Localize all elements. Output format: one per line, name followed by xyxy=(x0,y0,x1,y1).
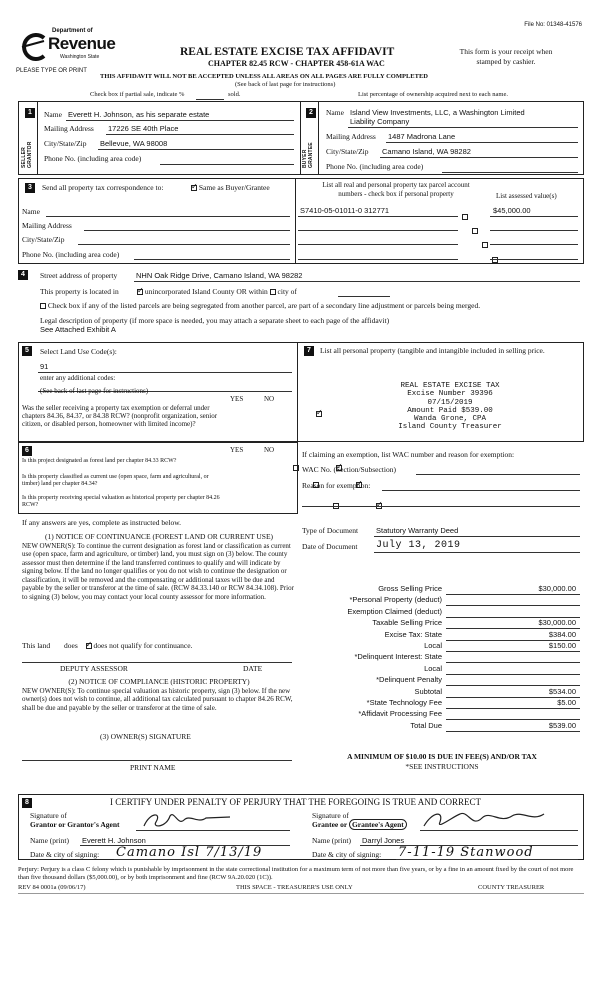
compliance-title: (2) NOTICE OF COMPLIANCE (HISTORIC PROPERTY) xyxy=(68,677,250,686)
land-use-line xyxy=(38,372,292,373)
finance-row xyxy=(300,687,580,698)
section-3-number: 3 xyxy=(25,183,35,193)
finance-value[interactable]: $30,000.00 xyxy=(538,618,576,628)
personal-property-checkbox-1[interactable] xyxy=(462,214,468,220)
s3-mail-label: Mailing Address xyxy=(22,221,72,230)
street-line xyxy=(134,281,580,282)
personal-property-checkbox-3[interactable] xyxy=(482,242,488,248)
buyer-name-line1[interactable]: Island View Investments, LLC, a Washington Limited xyxy=(350,108,525,117)
land-use-code[interactable]: 91 xyxy=(40,362,49,371)
grantor-date-label: Date & city of signing: xyxy=(30,850,100,859)
legal-description[interactable]: See Attached Exhibit A xyxy=(40,325,116,334)
reason-field-2[interactable] xyxy=(302,506,580,507)
personal-property-label: List all personal property (tangible and intangible included in selling price. xyxy=(320,346,545,355)
finance-label: Total Due xyxy=(410,720,442,730)
finance-line xyxy=(446,731,580,732)
stamp-line-6: Island County Treasurer xyxy=(398,423,502,432)
finance-label: Local xyxy=(424,640,442,650)
parties-divider xyxy=(300,101,301,175)
current-use-question: Is this property classified as current use (open space, farm and agricultural, or timber) land per chapter 84.34? xyxy=(22,474,209,487)
doc-type-label: Type of Document xyxy=(302,526,359,535)
sold-label: sold. xyxy=(228,91,241,98)
partial-sale-label: Check box if partial sale, indicate % xyxy=(90,91,185,98)
finance-label: *Affidavit Processing Fee xyxy=(358,709,442,719)
buyer-mailing-address[interactable]: 1487 Madrona Lane xyxy=(388,132,456,141)
finance-row xyxy=(300,618,580,629)
finance-row xyxy=(300,664,580,675)
city-of-label: city of xyxy=(277,287,297,296)
parcel-header-2: numbers - check box if personal property xyxy=(338,190,454,198)
stamp-line-1: REAL ESTATE EXCISE TAX xyxy=(400,382,500,390)
grantee-agent-label xyxy=(312,820,407,829)
finance-row xyxy=(300,584,580,595)
s1-mail-line xyxy=(106,134,294,135)
buyer-phone-field[interactable] xyxy=(442,172,578,173)
deputy-assessor-signature[interactable] xyxy=(22,662,292,663)
print-note: PLEASE TYPE OR PRINT xyxy=(16,68,87,74)
print-name-label: PRINT NAME xyxy=(130,763,176,772)
finance-table xyxy=(300,584,580,732)
deputy-date-label: DATE xyxy=(243,664,263,673)
section-8-number: 8 xyxy=(22,798,32,808)
additional-codes-label: enter any additional codes: xyxy=(40,374,116,382)
receipt-note: This form is your receipt when stamped by cashier. xyxy=(459,47,553,66)
agency-state: Washington State xyxy=(60,54,100,60)
finance-row xyxy=(300,709,580,720)
send-correspondence-label: Send all property tax correspondence to: xyxy=(42,183,164,192)
assessed-line-2 xyxy=(490,230,578,231)
finance-value[interactable]: $384.00 xyxy=(548,629,576,639)
reason-field[interactable] xyxy=(382,490,580,491)
exemption-question: Was the seller receiving a property tax exemption or deferral under chapters 84.36, 84.37, or 84.38 RCW? (nonprofit organization, senior citizen, or disabled person, homeowner with limited income)? xyxy=(22,404,218,428)
parcel-header-1: List all real and personal property tax parcel account xyxy=(322,181,470,189)
finance-row xyxy=(300,652,580,663)
grantor-date-line xyxy=(114,859,290,860)
treasurer-use-only: THIS SPACE - TREASURER'S USE ONLY xyxy=(236,884,353,891)
s2-side-divider xyxy=(318,101,319,175)
grantor-agent-label: Grantor or Grantor's Agent xyxy=(30,820,120,829)
s1-name-label: Name xyxy=(44,110,62,119)
s5-see-back: (See back of last page for instructions) xyxy=(40,387,149,395)
historic-question: Is this property receiving special valuation as historical property per chapter 84.26 RCW? xyxy=(22,495,220,508)
tax-city-field[interactable] xyxy=(78,244,290,245)
finance-row xyxy=(300,641,580,652)
partial-percent-field[interactable] xyxy=(196,99,224,100)
grantee-date-city[interactable]: 7-11-19 Stanwood xyxy=(398,845,534,860)
tax-phone-field[interactable] xyxy=(134,259,290,260)
s2-city-line xyxy=(380,157,578,158)
wac-field[interactable] xyxy=(416,474,580,475)
compliance-notice xyxy=(22,678,296,712)
agency-name: Revenue xyxy=(48,34,116,53)
finance-label: Excise Tax: State xyxy=(384,629,442,639)
city-of-checkbox[interactable] xyxy=(270,289,276,295)
see-back-header: (See back of last page for instructions) xyxy=(235,81,336,88)
segregated-checkbox[interactable] xyxy=(40,303,46,309)
s5-no-header: NO xyxy=(264,395,275,403)
stamp-line-3: 07/15/2019 xyxy=(427,398,473,407)
section-4-number: 4 xyxy=(18,270,28,280)
assessed-line-4 xyxy=(490,259,578,260)
form-title: REAL ESTATE EXCISE TAX AFFIDAVIT xyxy=(180,46,395,58)
county-treasurer-label: COUNTY TREASURER xyxy=(478,884,545,891)
finance-value[interactable]: $539.00 xyxy=(548,720,576,730)
finance-label: *Personal Property (deduct) xyxy=(349,595,442,605)
finance-value[interactable]: $30,000.00 xyxy=(538,584,576,593)
wac-label: WAC No. (Section/Subsection) xyxy=(302,465,396,474)
finance-label: Gross Selling Price xyxy=(378,584,442,593)
parcel-line-1 xyxy=(298,216,458,217)
this-land-label: This land xyxy=(22,641,51,650)
claim-exemption-label: If claiming an exemption, list WAC number and reason for exemption: xyxy=(302,450,515,459)
unincorporated-option[interactable] xyxy=(137,287,297,296)
file-number: File No: 01348-41576 xyxy=(524,22,582,28)
chapter-line: CHAPTER 82.45 RCW - CHAPTER 458-61A WAC xyxy=(208,59,385,68)
doc-date-label: Date of Document xyxy=(302,542,358,551)
treasurer-stamp xyxy=(360,382,540,432)
stamp-line-2: Excise Number 39396 xyxy=(407,390,493,399)
s1-mail-label: Mailing Address xyxy=(44,124,94,133)
unincorporated-label: unincorporated Island County OR within xyxy=(144,287,268,296)
s2-city-label: City/State/Zip xyxy=(326,147,369,156)
street-address-label: Street address of property xyxy=(40,271,118,280)
tax-mail-field[interactable] xyxy=(84,230,290,231)
does-not-checkbox[interactable] xyxy=(86,643,92,649)
grantees-agent-circled: Grantee's Agent xyxy=(349,819,407,830)
does-not-label: does not xyxy=(93,641,119,650)
grantee-date-line xyxy=(396,859,578,860)
finance-row xyxy=(300,595,580,606)
see-instructions: *SEE INSTRUCTIONS xyxy=(405,762,479,771)
seller-name[interactable]: Everett H. Johnson, as his separate estate xyxy=(68,110,210,119)
finance-row xyxy=(300,607,580,618)
grantee-label: Grantee or xyxy=(312,820,348,829)
section-5-number: 5 xyxy=(22,346,32,356)
finance-label: Exemption Claimed (deduct) xyxy=(347,606,442,616)
continuance-notice xyxy=(22,533,296,601)
seller-grantor-label: SELLER GRANTOR xyxy=(21,141,33,168)
finance-row xyxy=(300,721,580,732)
finance-row xyxy=(300,630,580,641)
perjury-statement: Perjury: Perjury is a class C felony which is punishable by imprisonment in the state correctional institution for a maximum term of not more than five years, or by a fine in an amount fixed by the court of not more than five thousand dollars ($5,000.00), or by both imprisonment and fine (RCW 9A.20.020 (1C)). xyxy=(18,866,574,881)
finance-row xyxy=(300,698,580,709)
finance-row xyxy=(300,675,580,686)
reason-label: Reason for exemption: xyxy=(302,481,371,490)
land-use-label: Select Land Use Code(s): xyxy=(40,347,117,356)
owner-signature-label: (3) OWNER(S) SIGNATURE xyxy=(100,732,191,741)
s2-mail-line xyxy=(386,142,578,143)
buyer-city-state-zip[interactable]: Camano Island, WA 98282 xyxy=(382,147,471,156)
s3-divider xyxy=(295,178,296,264)
document-date[interactable]: July 13, 2019 xyxy=(376,540,461,551)
doc-type-line xyxy=(374,536,580,537)
section-7-number: 7 xyxy=(304,346,314,356)
s1-phone-label: Phone No. (including area code) xyxy=(44,154,142,163)
legal-description-label: Legal description of property (if more space is needed, you may attach a separate sheet to each page of the affidavit) xyxy=(40,316,390,325)
compliance-body: NEW OWNER(S): To continue special valuation as historic property, sign (3) below. If the new owner(s) does not wish to continue, all additional tax calculated pursuant to chapter 84.26 RCW, shall be due and payable by the seller or transferor at the time of sale. xyxy=(22,686,293,712)
s2-mail-label: Mailing Address xyxy=(326,132,376,141)
finance-label: Subtotal xyxy=(414,686,442,696)
finance-label: Local xyxy=(424,663,442,673)
section-2-number: 2 xyxy=(306,108,316,118)
ownership-note: List percentage of ownership acquired next to each name. xyxy=(358,91,508,98)
segregated-label xyxy=(40,301,580,310)
assessed-header: List assessed value(s) xyxy=(496,192,557,200)
s5-yes-header: YES xyxy=(230,395,244,403)
unincorporated-checkbox[interactable] xyxy=(137,289,143,295)
s1-city-line xyxy=(98,149,294,150)
grantee-sig-of: Signature of xyxy=(312,811,349,820)
s6-no-header: NO xyxy=(264,446,275,454)
located-label: This property is located in xyxy=(40,287,119,296)
grantor-sig-of: Signature of xyxy=(30,811,67,820)
tax-name-field[interactable] xyxy=(46,216,290,217)
continuance-title: (1) NOTICE OF CONTINUANCE (FOREST LAND OR CURRENT USE) xyxy=(44,532,274,541)
deputy-assessor-label: DEPUTY ASSESSOR xyxy=(60,664,128,673)
dor-logo xyxy=(18,26,116,68)
stamp-line-4: Amount Paid $539.00 xyxy=(407,406,493,415)
grantor-signature-scribble[interactable] xyxy=(140,808,290,832)
parcel-line-2 xyxy=(298,230,458,231)
parcel-number[interactable]: S7410-05-01011-0 312771 xyxy=(300,206,390,215)
print-name-field[interactable] xyxy=(22,760,292,761)
s6-yes-header: YES xyxy=(230,446,244,454)
minimum-fee-note: A MINIMUM OF $10.00 IS DUE IN FEE(S) AND/OR TAX xyxy=(347,752,537,761)
finance-value[interactable]: $534.00 xyxy=(548,686,576,696)
forest-question: Is this project designated as forest land per chapter 84.33 RCW? xyxy=(22,458,177,464)
buyer-name-line2[interactable]: Liability Company xyxy=(350,117,410,126)
does-label: does xyxy=(64,641,78,650)
city-of-field[interactable] xyxy=(338,296,390,297)
finance-label: *Delinquent Penalty xyxy=(376,675,442,685)
finance-label: *State Technology Fee xyxy=(366,697,442,707)
s2-name-label: Name xyxy=(326,108,344,117)
s1-side-divider xyxy=(37,101,38,175)
segregated-text: Check box if any of the listed parcels are being segregated from another parcel, are part of a secondary line adjustment or parcels being merged. xyxy=(47,301,481,310)
grantor-name-label: Name (print) xyxy=(30,836,69,845)
property-street-address[interactable]: NHN Oak Ridge Drive, Camano Island, WA 98282 xyxy=(136,271,303,280)
section-1-number: 1 xyxy=(25,108,35,118)
dept-label: Department of xyxy=(52,28,93,34)
personal-property-checkbox-2[interactable] xyxy=(472,228,478,234)
assessed-line-3 xyxy=(490,244,578,245)
s2-name-line xyxy=(348,127,578,128)
form-revision: REV 84 0001a (09/06/17) xyxy=(18,884,86,891)
assessed-value[interactable]: $45,000.00 xyxy=(493,206,531,215)
grantor-printed-name[interactable]: Everett H. Johnson xyxy=(82,836,146,845)
assessed-line-1 xyxy=(490,216,578,217)
parcel-line-4 xyxy=(298,259,458,260)
grantee-printed-name[interactable]: Darryl Jones xyxy=(362,836,405,845)
grantee-signature-scribble[interactable] xyxy=(420,806,580,832)
parcel-line-3 xyxy=(298,244,458,245)
same-as-buyer-checkbox[interactable] xyxy=(191,185,197,191)
seller-phone-field[interactable] xyxy=(160,164,294,165)
seller-mailing-address[interactable]: 17226 SE 40th Place xyxy=(108,124,179,133)
same-as-buyer-label: Same as Buyer/Grantee xyxy=(198,183,270,192)
finance-value[interactable]: $5.00 xyxy=(557,697,576,707)
doc-date-line xyxy=(374,552,580,553)
certify-statement: I CERTIFY UNDER PENALTY OF PERJURY THAT THE FOREGOING IS TRUE AND CORRECT xyxy=(110,797,481,807)
buyer-grantee-label: BUYER GRANTEE xyxy=(302,142,314,168)
section-6-number: 6 xyxy=(22,446,32,456)
s1-city-label: City/State/Zip xyxy=(44,139,87,148)
finance-label: *Delinquent Interest: State xyxy=(354,652,442,662)
finance-label: Taxable Selling Price xyxy=(372,618,442,628)
land-qualify-line xyxy=(22,641,192,650)
warning-line: THIS AFFIDAVIT WILL NOT BE ACCEPTED UNLESS ALL AREAS ON ALL PAGES ARE FULLY COMPLETED xyxy=(100,73,428,80)
s3-city-label: City/State/Zip xyxy=(22,235,65,244)
s1-name-line xyxy=(66,120,294,121)
same-as-buyer[interactable] xyxy=(191,183,270,192)
qualify-label: qualify for continuance. xyxy=(120,641,193,650)
forest-yes-checkbox[interactable] xyxy=(293,465,299,471)
revenue-logo-icon xyxy=(18,32,48,62)
grantee-date-label: Date & city of signing: xyxy=(312,850,382,859)
if-yes-note: If any answers are yes, complete as instructed below. xyxy=(22,518,182,527)
continuance-body: NEW OWNER(S): To continue the current designation as forest land or classification as current use (open space, farm and agriculture, or timber) land, you must sign on (3) below. The county assessor must then determine if the land transferred continues to qualify and will indicate by signing below. If the land no longer qualifies or you do not wish to continue the designation or classification, it will be removed and the compensating or additional taxes will be due and payable by the seller or transferor at the time of sale. (RCW 84.33.140 or RCW 84.34.108). Prior to signing (3) below, you may contact your local county assessor for more information. xyxy=(22,541,294,601)
finance-value[interactable]: $150.00 xyxy=(548,640,576,650)
seller-city-state-zip[interactable]: Bellevue, WA 98008 xyxy=(100,139,168,148)
stamp-line-5: Wanda Grone, CPA xyxy=(413,415,486,424)
grantor-date-city[interactable]: Camano Isl 7/13/19 xyxy=(116,845,263,860)
grantee-name-label: Name (print) xyxy=(312,836,351,845)
treasurer-space-divider xyxy=(18,893,584,894)
document-type[interactable]: Statutory Warranty Deed xyxy=(376,526,459,535)
s3-phone-label: Phone No. (including area code) xyxy=(22,250,120,259)
s3-name-label: Name xyxy=(22,207,40,216)
s2-phone-label: Phone No. (including area code) xyxy=(326,162,424,171)
